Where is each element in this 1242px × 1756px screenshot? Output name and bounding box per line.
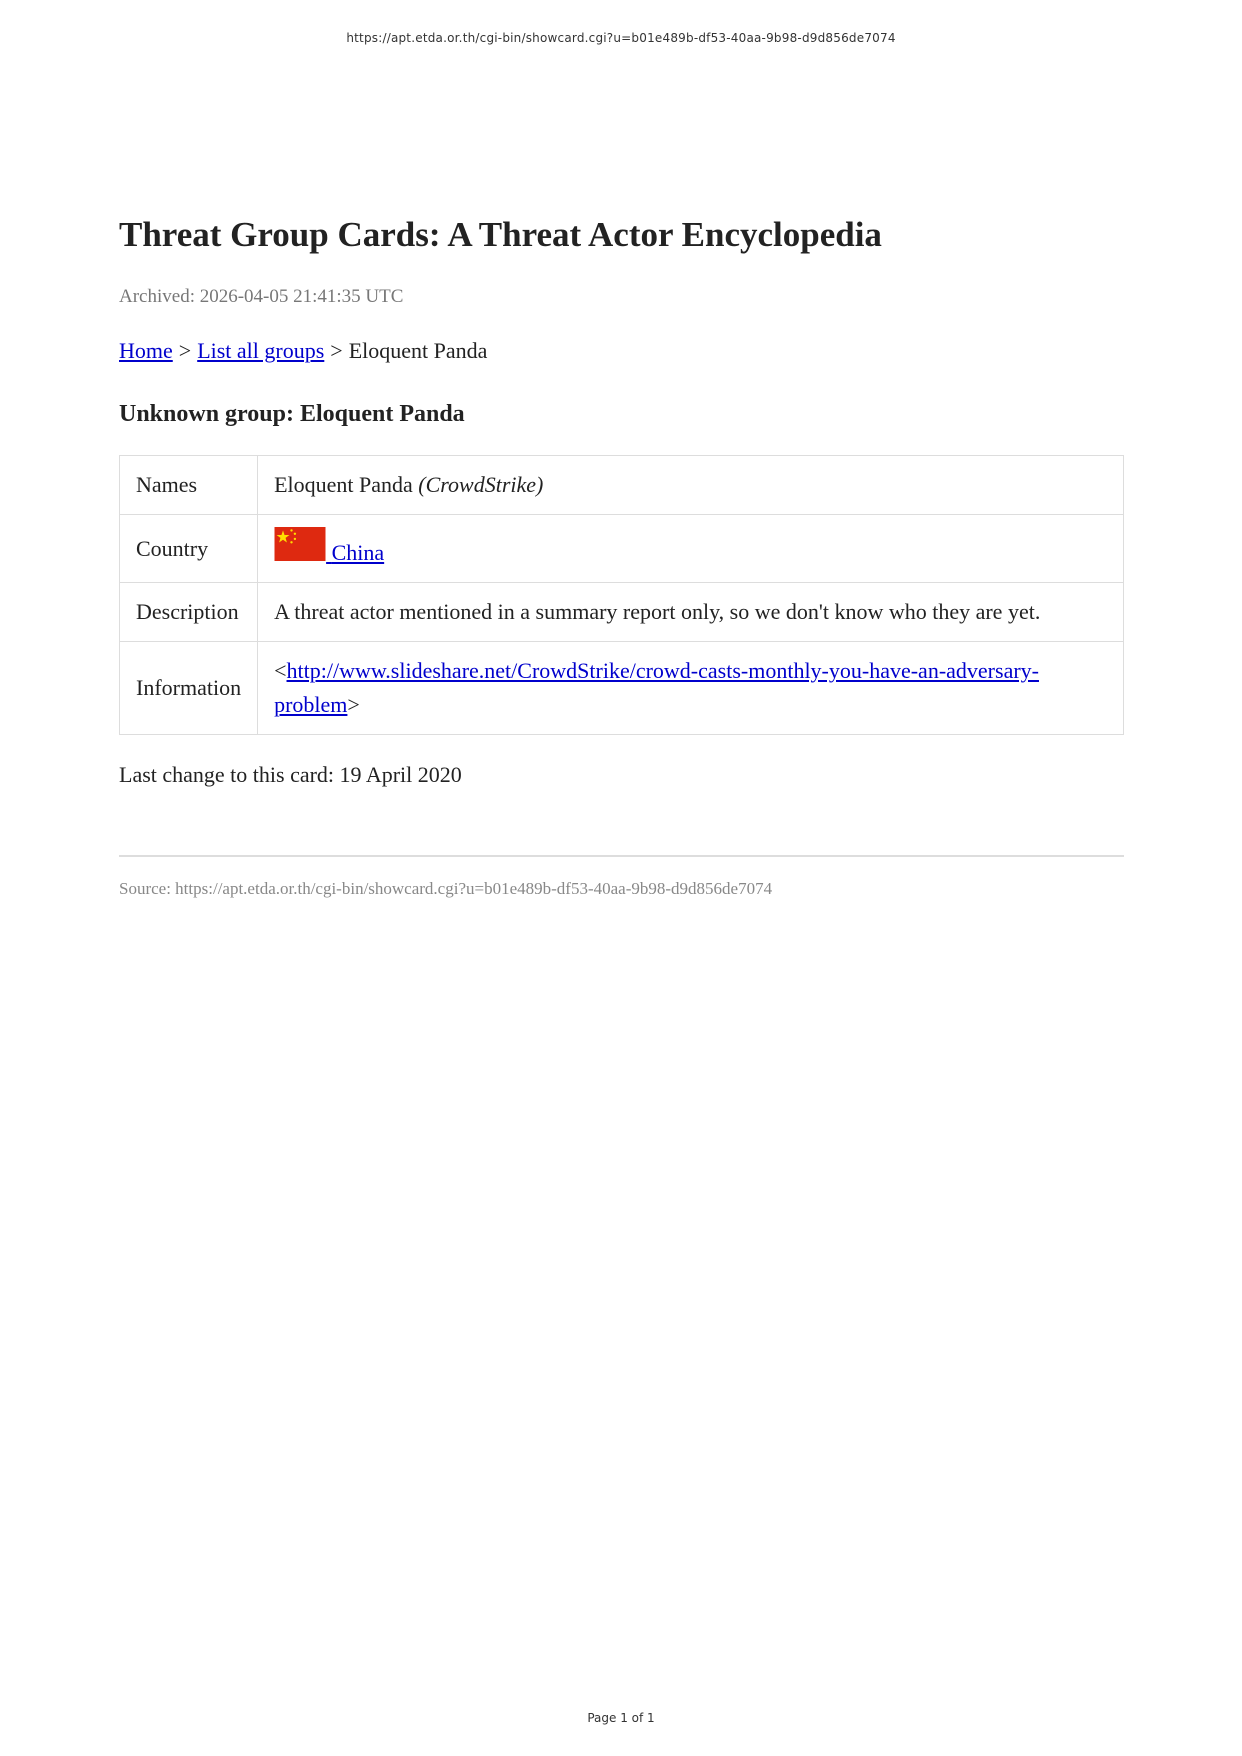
description-label: Description	[120, 583, 258, 642]
print-header-url: https://apt.etda.or.th/cgi-bin/showcard.cgi?u=b01e489b-df53-40aa-9b98-d9d856de7074	[346, 31, 896, 45]
information-open-bracket: <	[274, 658, 287, 683]
names-value: Eloquent Panda	[274, 472, 413, 497]
breadcrumb	[119, 337, 1124, 365]
country-label: Country	[120, 515, 258, 583]
information-close-bracket: >	[347, 692, 360, 717]
source-url: Source: https://apt.etda.or.th/cgi-bin/showcard.cgi?u=b01e489b-df53-40aa-9b98-d9d856de7074	[119, 879, 773, 898]
table-row-description	[120, 583, 1124, 642]
group-heading: Unknown group: Eloquent Panda	[119, 401, 465, 427]
table-row-information	[120, 642, 1124, 735]
breadcrumb-current: Eloquent Panda	[348, 338, 488, 363]
page-title: Threat Group Cards: A Threat Actor Encyclopedia	[119, 215, 882, 254]
names-source: (CrowdStrike)	[418, 472, 544, 497]
breadcrumb-separator: >	[178, 338, 192, 363]
names-label: Names	[120, 456, 258, 515]
divider	[119, 855, 1124, 857]
breadcrumb-separator: >	[330, 338, 343, 363]
description-value: A threat actor mentioned in a summary report only, so we don't know who they are yet.	[258, 583, 1124, 642]
archived-timestamp: Archived: 2026-04-05 21:41:35 UTC	[119, 286, 404, 307]
print-footer-page-number: Page 1 of 1	[587, 1711, 655, 1725]
china-flag-icon	[274, 527, 326, 561]
group-card-table	[119, 455, 1124, 735]
table-row-country	[120, 515, 1124, 583]
breadcrumb-list-all-groups-link[interactable]: List all groups	[197, 338, 325, 363]
country-link[interactable]	[274, 540, 384, 565]
table-row-names	[120, 456, 1124, 515]
breadcrumb-home-link[interactable]: Home	[119, 338, 173, 363]
information-link[interactable]: http://www.slideshare.net/CrowdStrike/crowd-casts-monthly-you-have-an-adversary-problem	[274, 658, 1039, 717]
names-cell	[258, 456, 1124, 515]
last-change: Last change to this card: 19 April 2020	[119, 762, 462, 787]
country-cell	[258, 515, 1124, 583]
country-value: China	[331, 540, 385, 565]
information-cell	[258, 642, 1124, 735]
page-content	[119, 212, 1124, 900]
information-label: Information	[120, 642, 258, 735]
